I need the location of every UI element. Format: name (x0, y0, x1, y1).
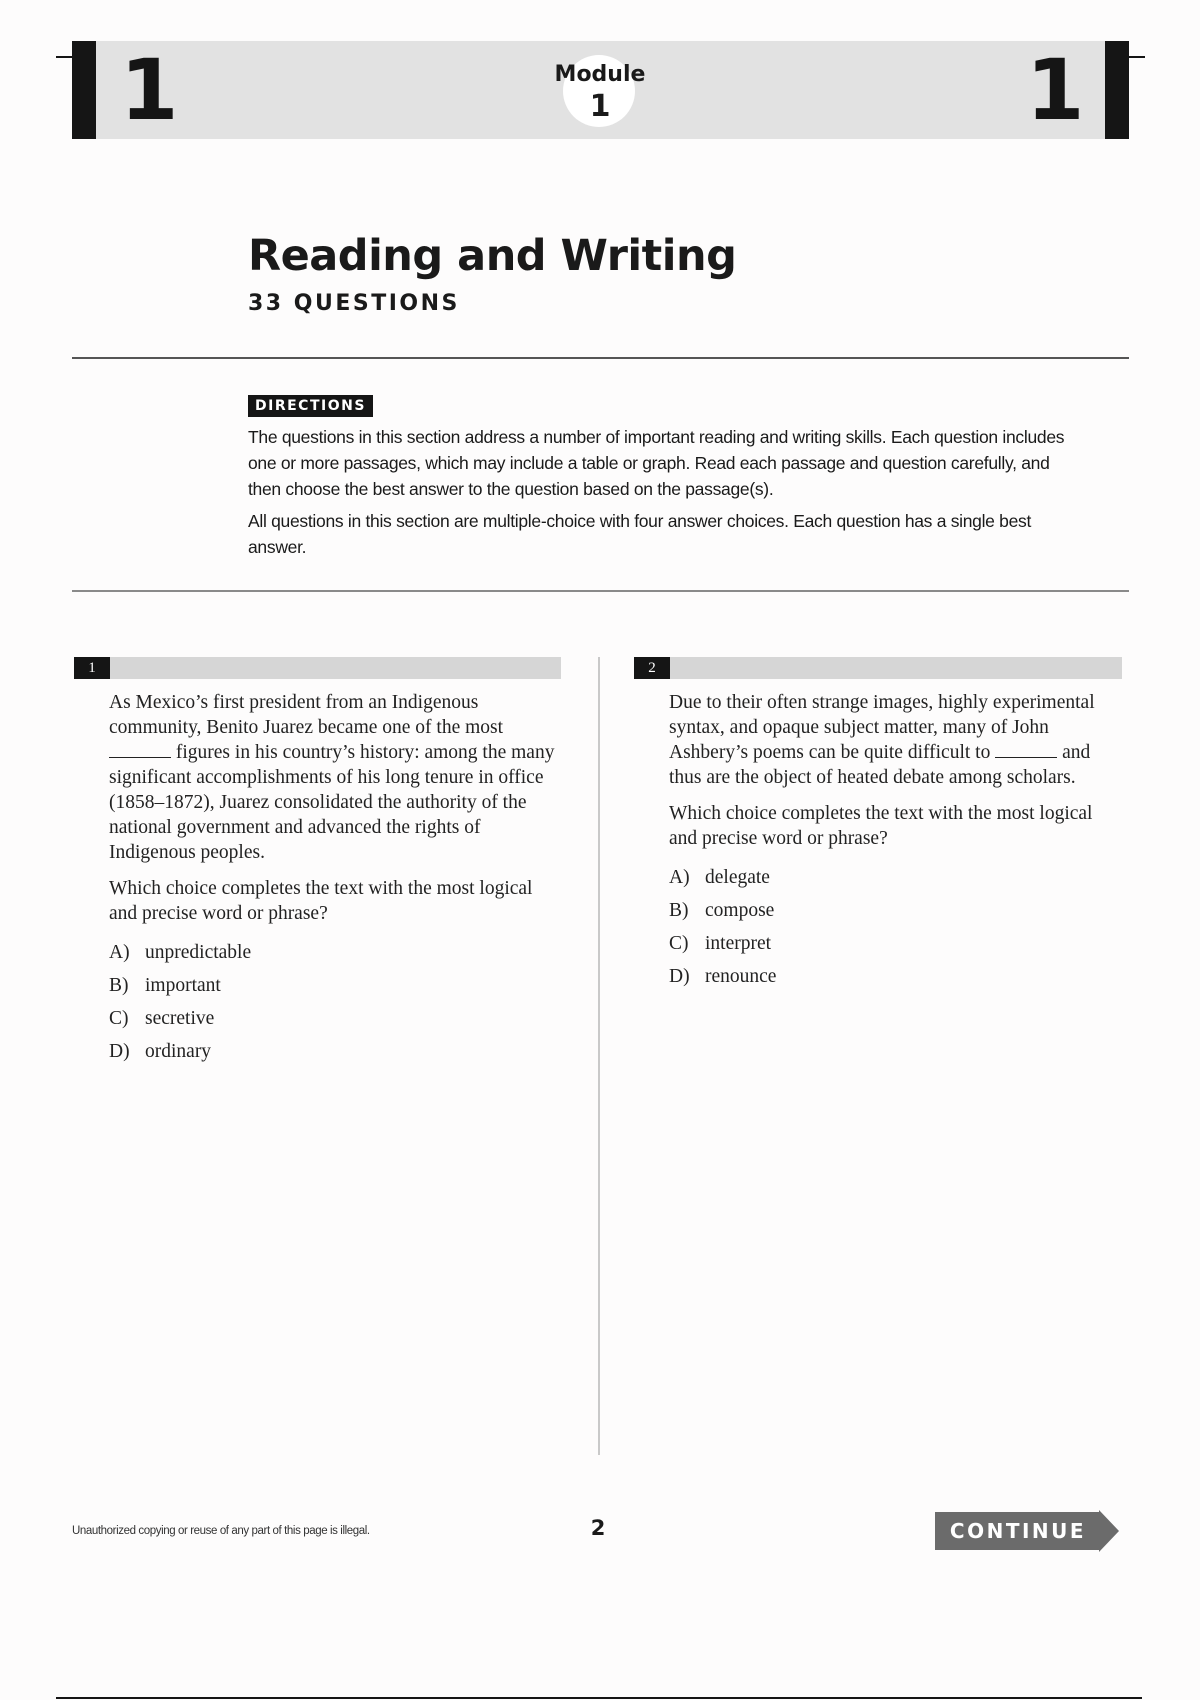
question-2 (669, 690, 1124, 993)
answer-choice[interactable] (669, 894, 1124, 927)
directions-top-rule (72, 357, 1129, 359)
question-header-bar (74, 657, 561, 679)
choice-letter: A) (669, 867, 690, 888)
module-label: Module (554, 62, 646, 87)
choice-letter: C) (669, 933, 689, 954)
question-count: 33 QUESTIONS (248, 291, 460, 316)
choice-text: renounce (705, 966, 777, 987)
section-number-left: 1 (120, 41, 179, 139)
question-passage (109, 690, 561, 865)
choice-letter: B) (669, 900, 689, 921)
choice-text: compose (705, 900, 775, 921)
copyright-note: Unauthorized copying or reuse of any part of this page is illegal. (72, 1525, 370, 1537)
choice-text: ordinary (145, 1041, 212, 1062)
answer-choice[interactable] (109, 936, 561, 969)
answer-choice[interactable] (669, 927, 1124, 960)
question-number-badge: 2 (634, 657, 670, 679)
question-prompt: Which choice completes the text with the most logical and precise word or phrase? (109, 878, 533, 924)
question-passage (669, 690, 1124, 790)
choice-letter: B) (109, 975, 129, 996)
answer-blank (995, 741, 1057, 758)
choice-letter: D) (669, 966, 690, 987)
choice-text: interpret (705, 933, 772, 954)
answer-choice[interactable] (669, 861, 1124, 894)
section-title: Reading and Writing (248, 231, 737, 281)
continue-button[interactable] (935, 1510, 1119, 1552)
left-corner-tick (56, 56, 74, 58)
answer-choice[interactable] (109, 1002, 561, 1035)
directions-bottom-rule (72, 590, 1129, 592)
page-number: 2 (590, 1516, 606, 1540)
passage-text: figures in his country’s history: among the many significant accomplishments of his long tenure in office (1858–1872), Juarez consolidated the authority of the national government and advanced the rights of Indigenous peoples. (109, 742, 555, 863)
question-number-badge: 1 (74, 657, 110, 679)
choice-letter: C) (109, 1008, 129, 1029)
directions-paragraph: All questions in this section are multiple-choice with four answer choices. Each question has a single best answer. (248, 511, 1032, 557)
choice-text: delegate (705, 867, 770, 888)
choice-text: unpredictable (145, 942, 252, 963)
continue-label: CONTINUE (949, 1519, 1087, 1543)
directions-badge: DIRECTIONS (248, 395, 373, 417)
section-number-right: 1 (1026, 41, 1085, 139)
right-corner-tick (1127, 56, 1145, 58)
module-number: 1 (589, 89, 611, 124)
left-corner-bar (72, 41, 96, 139)
answer-blank (109, 741, 171, 758)
passage-text: As Mexico’s first president from an Indigenous community, Benito Juarez became one of the most (109, 692, 504, 738)
choice-text: secretive (145, 1008, 215, 1029)
answer-choices (109, 936, 561, 1068)
passage-text: Due to their often strange images, highly experimental syntax, and opaque subject matter, many of John Ashbery’s poems can be quite difficult to (669, 692, 1095, 763)
question-prompt: Which choice completes the text with the most logical and precise word or phrase? (669, 803, 1093, 849)
page-bottom-rule (56, 1697, 1142, 1699)
right-corner-bar (1105, 41, 1129, 139)
question-header-bar (634, 657, 1122, 679)
answer-choice[interactable] (109, 969, 561, 1002)
answer-choices (669, 861, 1124, 993)
choice-letter: D) (109, 1041, 130, 1062)
question-1 (109, 690, 561, 1068)
column-divider (598, 657, 600, 1455)
answer-choice[interactable] (109, 1035, 561, 1068)
passage-text: and thus are the object of heated debate among scholars. (669, 742, 1091, 788)
choice-text: important (145, 975, 221, 996)
directions-paragraph: The questions in this section address a number of important reading and writing skills. Each question includes one or more passages, which may include a table or graph. Read each passage and question carefully, and then choose the best answer to the question based on the passage(s). (248, 427, 1065, 499)
choice-letter: A) (109, 942, 130, 963)
answer-choice[interactable] (669, 960, 1124, 993)
